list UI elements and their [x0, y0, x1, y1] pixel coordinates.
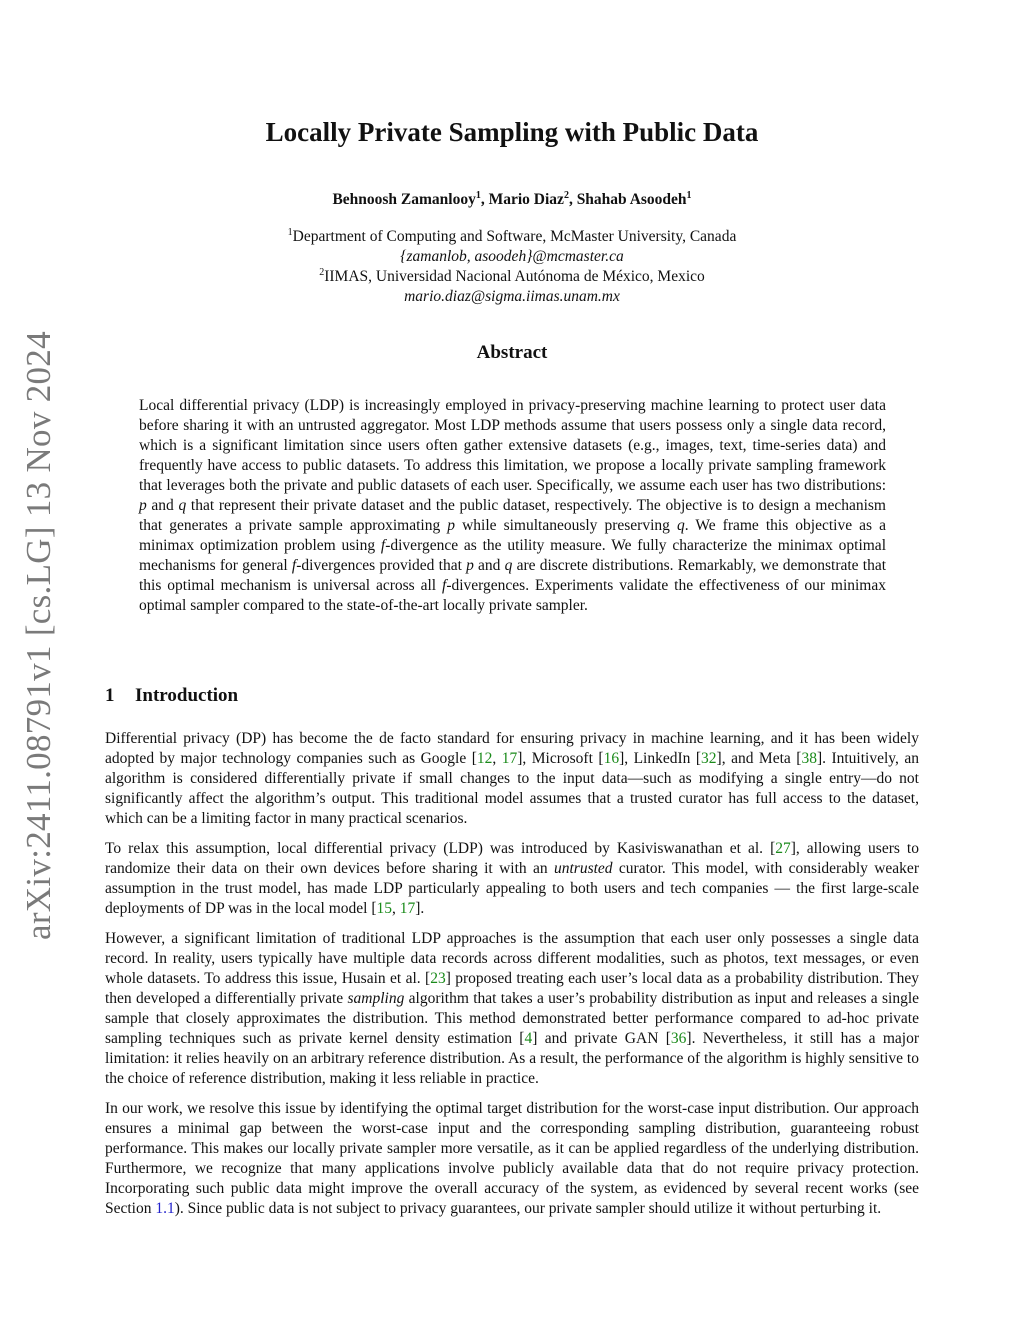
math-q: q	[504, 557, 513, 574]
citation-link[interactable]: 15	[376, 900, 392, 917]
abstract-segment: and	[146, 497, 179, 514]
affiliation-2-email: mario.diaz@sigma.iimas.unam.mx	[404, 288, 620, 305]
text-segment: ].	[415, 900, 425, 917]
paper-title: Locally Private Sampling with Public Data	[265, 117, 759, 147]
abstract-heading: Abstract	[476, 342, 548, 363]
abstract-segment: -divergences. Experiments validate the effectiveness of our minimax optimal sampler compared to the state-of-the-art locally private sampler.	[139, 577, 886, 614]
math-f: f	[442, 577, 447, 594]
abstract-segment: . We frame this objective as a minimax optimization problem using	[139, 517, 886, 554]
author-list	[0, 188, 1024, 212]
text-segment: To relax this assumption, local differential privacy (LDP) was introduced by Kasiviswanathan et al. [	[105, 840, 776, 857]
text-segment: ], LinkedIn [	[619, 750, 702, 767]
citation-link[interactable]: 16	[603, 750, 620, 767]
paragraph-2	[105, 839, 919, 919]
paragraph-3	[105, 929, 919, 1089]
text-segment: ). Since public data is not subject to privacy guarantees, our private sampler should utilize it without perturbing it.	[174, 1200, 882, 1217]
math-q: q	[676, 517, 685, 534]
author-separator: ,	[568, 191, 577, 208]
citation-link[interactable]: 17	[399, 900, 416, 917]
section-number: 1	[105, 685, 115, 706]
section-title: Introduction	[135, 685, 239, 706]
abstract-text	[139, 396, 886, 616]
citation-link[interactable]: 4	[524, 1030, 533, 1047]
math-q: q	[178, 497, 187, 514]
citation-link[interactable]: 36	[670, 1030, 687, 1047]
math-f: f	[380, 537, 386, 554]
author-affiliation-mark: 2	[563, 189, 569, 201]
citation-link[interactable]: 27	[775, 840, 791, 857]
author-name: Behnoosh Zamanlooy	[332, 191, 476, 208]
text-segment: ] proposed treating each user’s local data as a probability distribution. They then developed a differentially private	[105, 970, 919, 1007]
text-segment: ], allowing users to randomize their data on their own devices before sharing it with an	[105, 840, 919, 877]
text-segment: curator. This model, with considerably weaker assumption in the trust model, has made LDP particularly appealing to both users and tech companies — the first large-scale deployments of DP was in the local model [	[105, 860, 919, 917]
affiliation-1-text: Department of Computing and Software, McMaster University, Canada	[292, 228, 737, 245]
citation-link[interactable]: 32	[701, 750, 717, 767]
author-name: Shahab Asoodeh	[576, 191, 687, 208]
citation-link[interactable]: 23	[430, 970, 446, 987]
author-name: Mario Diaz	[488, 191, 564, 208]
text-segment: ], Microsoft [	[517, 750, 604, 767]
abstract-segment: Local differential privacy (LDP) is increasingly employed in privacy-preserving machine learning to protect user data before sharing it with an untrusted aggregator. Most LDP methods assume that users possess only a single data record, which is a significant limitation since users often gather extensive datasets (e.g., images, text, time-series data) and frequently have access to public datasets. To address this limitation, we propose a locally private sampling framework that leverages both the private and public datasets of each user. Specifically, we assume each user has two distributions:	[139, 397, 886, 494]
citation-link[interactable]: 17	[501, 750, 518, 767]
text-segment: In our work, we resolve this issue by identifying the optimal target distribution for the worst-case input distribution. Our approach ensures a minimal gap between the worst-case input and the corresponding sampling distribution, guaranteeing robust performance. This makes our locally private sampler more versatile, as it can be applied regardless of the underlying distribution. Furthermore, we recognize that many applications involve publicly available data that do not require privacy protection. Incorporating such public data might improve the overall accuracy of the system, as evidenced by several recent works (see Section	[105, 1100, 919, 1217]
affiliation-2	[0, 267, 1024, 287]
math-p: p	[466, 557, 474, 574]
text-segment: ,	[392, 900, 400, 917]
affiliation-mark: 1	[287, 226, 293, 238]
abstract-segment: that represent their private dataset and the public dataset, respectively. The objective is to design a mechanism that generates a private sample approximating	[139, 497, 886, 534]
affiliation-1	[0, 227, 1024, 247]
section-cross-reference-link[interactable]: 1.1	[155, 1200, 175, 1217]
paragraph-1	[105, 729, 919, 829]
text-segment: ] and private GAN [	[532, 1030, 671, 1047]
emphasis-text: sampling	[347, 990, 405, 1007]
citation-link[interactable]: 12	[476, 750, 493, 767]
abstract-segment: -divergence as the utility measure. We fully characterize the minimax optimal mechanisms for general	[139, 537, 886, 574]
affiliation-1-email: {zamanlob, asoodeh}@mcmaster.ca	[400, 248, 624, 265]
author-separator: ,	[480, 191, 489, 208]
citation-link[interactable]: 38	[801, 750, 817, 767]
text-segment: ]. Intuitively, an algorithm is considered differentially private if small changes to the input data—such as modifying a single entry—do not significantly affect the algorithm’s output. This traditional model assumes that a trusted curator has full access to the dataset, which can be a limiting factor in many practical scenarios.	[105, 750, 920, 827]
text-segment: ], and Meta [	[716, 750, 802, 767]
author-affiliation-mark: 1	[475, 189, 481, 201]
abstract-segment: are discrete distributions. Remarkably, we demonstrate that this optimal mechanism is universal across all	[139, 557, 886, 594]
text-segment: ,	[492, 750, 502, 767]
math-p: p	[447, 517, 456, 534]
section-heading-introduction	[105, 683, 238, 709]
abstract-segment: while simultaneously preserving	[455, 517, 677, 534]
emphasis-text: untrusted	[553, 860, 613, 877]
text-segment: algorithm that takes a user’s probability distribution as input and releases a single sample that closely approximates the distribution. This method demonstrated better performance compared to ad-hoc private sampling techniques such as private kernel density estimation [	[105, 990, 920, 1047]
text-segment: Differential privacy (DP) has become the de facto standard for ensuring privacy in machine learning, and it has been widely adopted by major technology companies such as Google [	[105, 730, 919, 767]
text-segment: ]. Nevertheless, it still has a major limitation: it relies heavily on an arbitrary reference distribution. As a result, the performance of the algorithm is highly sensitive to the choice of reference distribution, making it less reliable in practice.	[105, 1030, 919, 1087]
author-affiliation-mark: 1	[686, 189, 692, 201]
math-f: f	[291, 557, 297, 574]
paragraph-4	[105, 1099, 919, 1219]
text-segment: However, a significant limitation of traditional LDP approaches is the assumption that each user only possesses a single data record. In reality, users typically have multiple data records across different modalities, such as photos, text messages, or even whole datasets. To address this issue, Husain et al. [	[105, 930, 919, 987]
abstract-segment: and	[473, 557, 505, 574]
affiliation-mark: 2	[319, 266, 325, 278]
arxiv-identifier: arXiv:2411.08791v1 [cs.LG] 13 Nov 2024	[19, 331, 58, 940]
abstract-segment: -divergences provided that	[296, 557, 467, 574]
introduction-body	[105, 729, 919, 1229]
math-p: p	[139, 497, 147, 514]
affiliations	[0, 227, 1024, 307]
affiliation-2-text: IIMAS, Universidad Nacional Autónoma de México, Mexico	[324, 268, 705, 285]
